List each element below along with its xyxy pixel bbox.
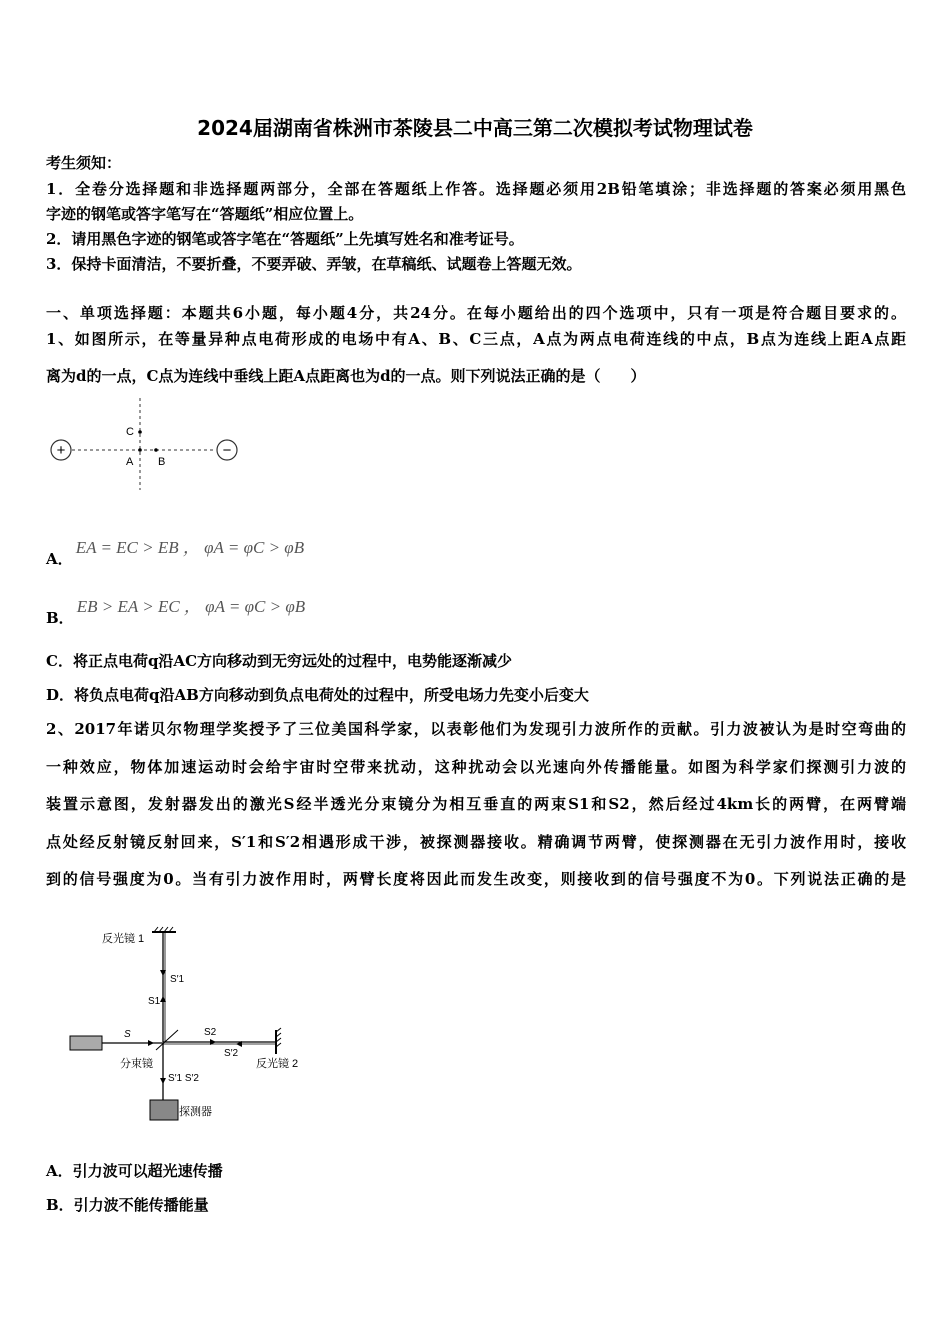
s1-prime-label: S′1 — [170, 974, 185, 985]
section-heading: 一、单项选择题：本题共6小题，每小题4分，共24分。在每小题给出的四个选项中，只有一项是符合题目要求的。 — [46, 304, 906, 322]
notice-item: 3．保持卡面清洁，不要折叠，不要弄破、弄皱，在草稿纸、试题卷上答题无效。 — [46, 255, 582, 273]
option-d[interactable]: D．将负点电荷q沿AB方向移动到负点电荷处的过程中，所受电场力先变小后变大 — [46, 686, 589, 704]
charge-field-diagram — [46, 398, 246, 492]
s1-label: S1 — [148, 996, 161, 1007]
point-b-label: B — [158, 456, 166, 468]
question-2-text: 到的信号强度为0。当有引力波作用时，两臂长度将因此而发生改变，则接收到的信号强度不为0。下列说法正确的是 — [46, 870, 906, 888]
negative-charge-icon: − — [222, 442, 232, 459]
splitter-label: 分束镜 — [120, 1058, 153, 1070]
s-label: S — [124, 1029, 131, 1040]
question-2-text: 2、2017年诺贝尔物理学奖授予了三位美国科学家，以表彰他们为发现引力波所作的贡献。引力波被认为是时空弯曲的 — [46, 720, 906, 738]
option-a-label: A． — [46, 550, 73, 568]
s2-prime-label: S′2 — [224, 1048, 239, 1059]
s1s2-prime-label: S′1 S′2 — [168, 1073, 199, 1084]
question-2-text: 点处经反射镜反射回来，S′1和S′2相遇形成干涉，被探测器接收。精确调节两臂，使探测器在无引力波作用时，接收 — [46, 833, 906, 851]
mirror-1-label: 反光镜 1 — [102, 933, 145, 945]
notice-item: 2．请用黑色字迹的钢笔或答字笔在“答题纸”上先填写姓名和准考证号。 — [46, 230, 524, 248]
interferometer-diagram — [66, 924, 326, 1124]
mirror-2-label: 反光镜 2 — [256, 1058, 299, 1070]
notice-heading: 考生须知： — [46, 154, 122, 172]
option-b-formula: EB > EA > EC ， φA = φC > φB — [76, 597, 306, 616]
option-a-formula: EA = EC > EB ， φA = φC > φB — [75, 538, 305, 557]
positive-charge-icon: + — [56, 442, 66, 459]
point-c-label: C — [126, 426, 134, 438]
detector-label: 探测器 — [179, 1106, 212, 1118]
option-b-label: B． — [46, 609, 74, 627]
notice-item: 字迹的钢笔或答字笔写在“答题纸”相应位置上。 — [46, 205, 364, 223]
question-2-text: 装置示意图，发射器发出的激光S经半透光分束镜分为相互垂直的两束S1和S2，然后经过4km长的两臂，在两臂端 — [46, 795, 906, 813]
question-1-text: 离为d的一点，C点为连线中垂线上距A点距离也为d的一点。则下列说法正确的是（ ） — [46, 367, 646, 385]
option-b[interactable]: B．引力波不能传播能量 — [46, 1196, 209, 1214]
option-c[interactable]: C．将正点电荷q沿AC方向移动到无穷远处的过程中，电势能逐渐减少 — [46, 652, 513, 670]
notice-item: 1．全卷分选择题和非选择题两部分，全部在答题纸上作答。选择题必须用2B铅笔填涂；非选择题的答案必须用黑色 — [46, 180, 906, 198]
question-1-text: 1、如图所示，在等量异种点电荷形成的电场中有A、B、C三点，A点为两点电荷连线的中点，B点为连线上距A点距 — [46, 330, 906, 348]
option-a[interactable]: A．引力波可以超光速传播 — [46, 1162, 223, 1180]
question-2-text: 一种效应，物体加速运动时会给宇宙时空带来扰动，这种扰动会以光速向外传播能量。如图为科学家们探测引力波的 — [46, 758, 906, 776]
s2-label: S2 — [204, 1027, 217, 1038]
option-b[interactable] — [46, 592, 306, 627]
point-a-label: A — [126, 456, 134, 468]
page-title: 2024届湖南省株洲市茶陵县二中高三第二次模拟考试物理试卷 — [197, 116, 753, 140]
option-a[interactable] — [46, 533, 305, 568]
